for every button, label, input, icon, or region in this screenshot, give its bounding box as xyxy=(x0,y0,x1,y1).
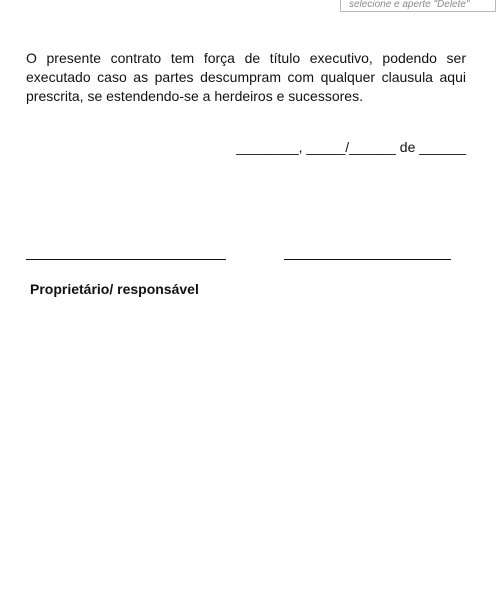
date-placeholder-line: ________, _____/______ de ______ xyxy=(236,139,466,155)
signature-line-second-party xyxy=(284,259,451,260)
delete-hint-text: selecione e aperte "Delete" xyxy=(349,0,470,10)
contract-clause-paragraph: O presente contrato tem força de título executivo, podendo ser executado caso as partes descumpram com qualquer clausula aqui prescrita, se estendendo-se a herdeiros e sucessores. xyxy=(26,50,466,104)
signature-line-owner xyxy=(26,259,226,260)
delete-hint-box xyxy=(340,0,496,12)
signature-label-owner: Proprietário/ responsável xyxy=(30,281,199,297)
